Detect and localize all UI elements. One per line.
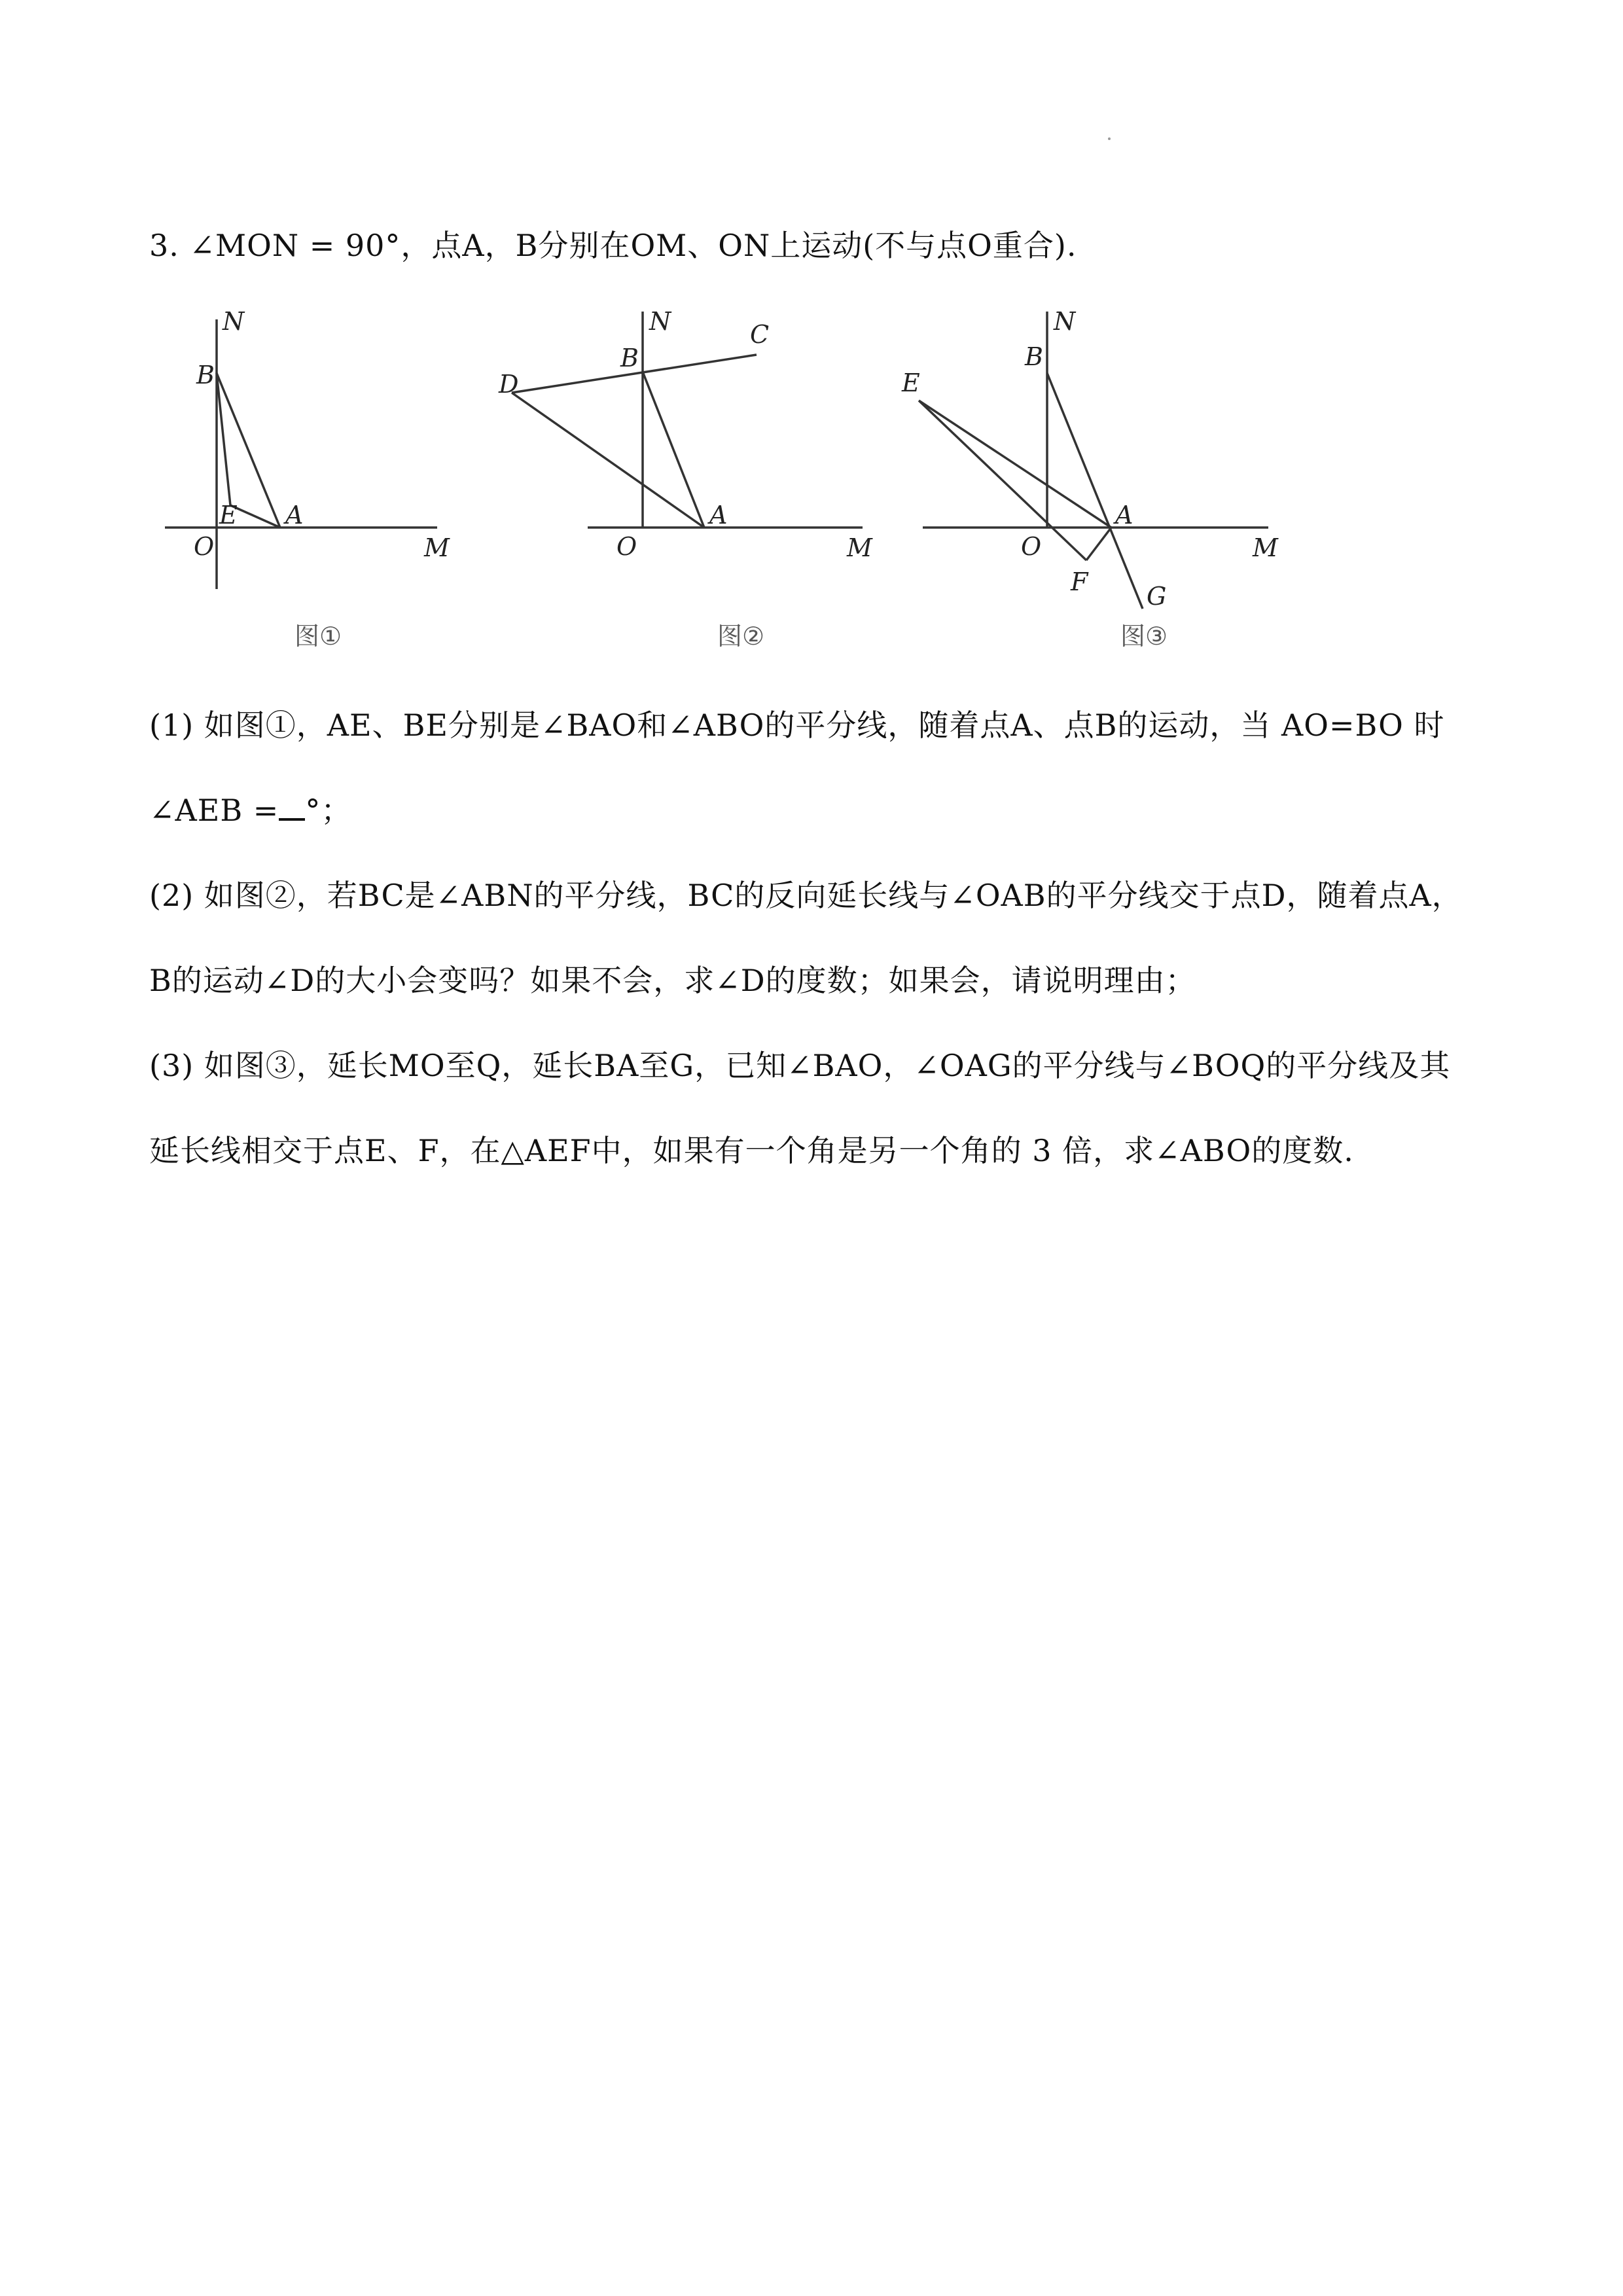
fig3-segment-ea <box>919 401 1111 528</box>
fig3-line-ef <box>919 401 1086 560</box>
fig3-line-bg <box>1047 373 1143 609</box>
fig2-label-o: O <box>616 532 637 561</box>
part1-angle-aeb: ∠AEB = <box>149 793 279 828</box>
fig3-label-e: E <box>902 368 920 397</box>
fig2-segment-ba <box>643 372 704 528</box>
part3-line1: (3) 如图③，延长MO至Q，延长BA至G，已知∠BAO，∠OAG的平分线与∠BOQ的平分线及其 <box>149 1048 1451 1083</box>
fig3-label-a: A <box>1115 501 1133 529</box>
fig2-label-c: C <box>750 320 770 349</box>
fig3-label-n: N <box>1054 307 1076 336</box>
figure-2 <box>512 312 863 528</box>
fig3-label-m: M <box>1253 533 1278 562</box>
fig2-label-a: A <box>709 501 728 529</box>
fig1-label-e: E <box>219 501 238 529</box>
fig3-label-o: O <box>1021 532 1042 561</box>
fig2-label-d: D <box>499 370 519 399</box>
part2-line2: B的运动∠D的大小会变吗？如果不会，求∠D的度数；如果会，请说明理由； <box>149 963 1196 998</box>
fig1-label-n: N <box>223 307 245 336</box>
fig2-label-m: M <box>847 533 872 562</box>
fig2-label-n: N <box>649 307 671 336</box>
fig2-caption: 图② <box>717 622 765 651</box>
part1-line1: (1) 如图①，AE、BE分别是∠BAO和∠ABO的平分线，随着点A、点B的运动，当 AO=BO 时 <box>149 708 1445 743</box>
fig1-caption: 图① <box>294 622 342 651</box>
figure-3 <box>919 312 1268 609</box>
fig3-label-b: B <box>1025 342 1043 371</box>
part1-answer-blank[interactable] <box>279 793 305 821</box>
fig1-segment-be <box>217 373 230 505</box>
part3-line2: 延长线相交于点E、F，在△AEF中，如果有一个角是另一个角的 3 倍，求∠ABO的度数. <box>149 1133 1354 1168</box>
fig1-label-m: M <box>424 533 450 562</box>
question-stem: 3. ∠MON = 90°，点A，B分别在OM、ON上运动(不与点O重合). <box>149 228 1077 263</box>
fig3-segment-fa <box>1086 528 1111 560</box>
part2-line1: (2) 如图②，若BC是∠ABN的平分线，BC的反向延长线与∠OAB的平分线交于点D，随着点A， <box>149 878 1463 913</box>
part1-line2 <box>149 791 351 830</box>
part1-degree: °； <box>305 793 352 828</box>
fig1-label-o: O <box>194 532 215 561</box>
fig3-label-g: G <box>1147 582 1167 611</box>
fig2-segment-da <box>512 393 704 528</box>
fig1-label-a: A <box>285 501 304 529</box>
fig1-label-b: B <box>196 361 215 389</box>
fig3-caption: 图③ <box>1120 622 1168 651</box>
fig3-label-f: F <box>1071 567 1088 596</box>
fig2-label-b: B <box>620 344 639 372</box>
